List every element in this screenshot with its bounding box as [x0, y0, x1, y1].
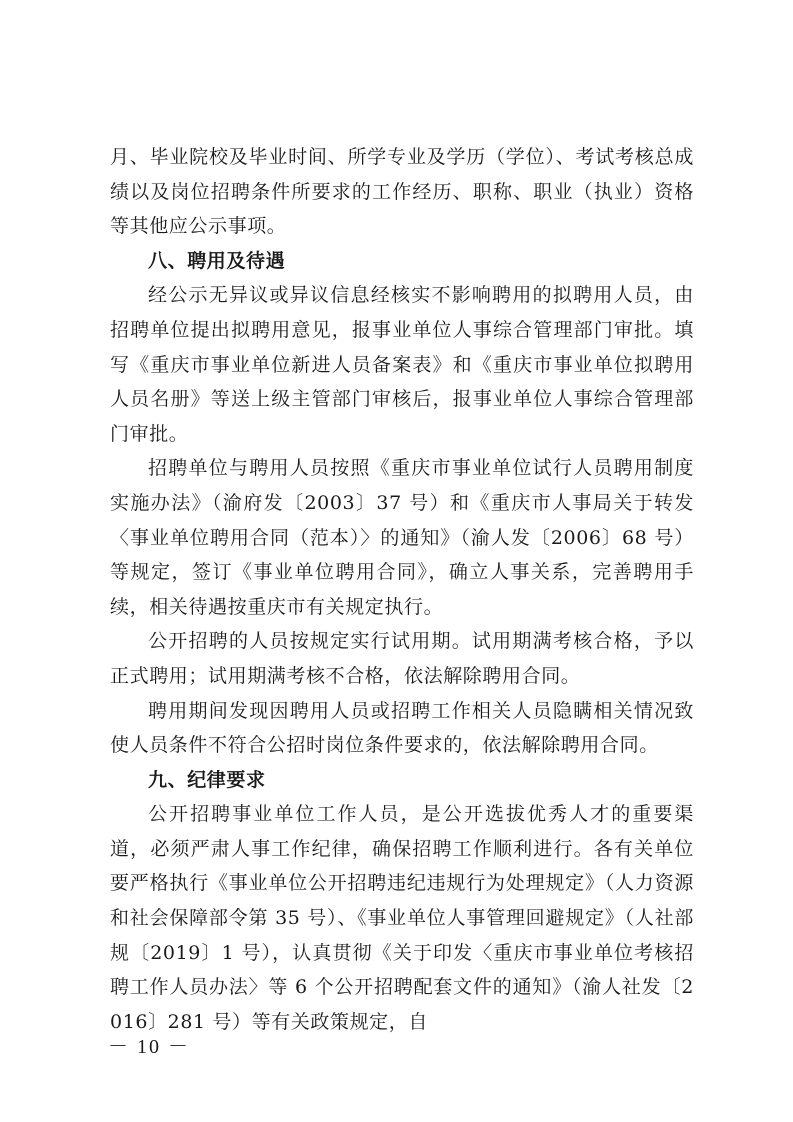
section-heading-8: 八、聘用及待遇	[148, 249, 286, 272]
paragraph-continued: 月、毕业院校及毕业时间、所学专业及学历（学位）、考试考核总成绩以及岗位招聘条件所要求的工作经历、职称、职业（执业）资格等其他应公示事项。	[110, 146, 694, 238]
document-body	[110, 140, 694, 1039]
paragraph-contract: 招聘单位与聘用人员按照《重庆市事业单位试行人员聘用制度实施办法》（渝府发〔2003〕37 号）和《重庆市人事局关于转发〈事业单位聘用合同（范本）〉的通知》（渝人发〔2006〕68 号）等规定，签订《事业单位聘用合同》，确立人事关系，完善聘用手续，相关待遇按重庆市有关规定执行。	[110, 457, 694, 618]
paragraph-discipline: 公开招聘事业单位工作人员，是公开选拔优秀人才的重要渠道，必须严肃人事工作纪律，确保招聘工作顺利进行。各有关单位要严格执行《事业单位公开招聘违纪违规行为处理规定》（人力资源和社会保障部令第 35 号）、《事业单位人事管理回避规定》（人社部规〔2019〕1 号），认真贯彻《关于印发〈重庆市事业单位考核招聘工作人员办法〉等 6 个公开招聘配套文件的通知》（渝人社发〔2016〕281 号）等有关政策规定，自	[110, 803, 694, 1033]
section-heading-9: 九、纪律要求	[148, 768, 266, 791]
paragraph-approval: 经公示无异议或异议信息经核实不影响聘用的拟聘用人员，由招聘单位提出拟聘用意见，报事业单位人事综合管理部门审批。填写《重庆市事业单位新进人员备案表》和《重庆市事业单位拟聘用人员名册》等送上级主管部门审核后，报事业单位人事综合管理部门审批。	[110, 284, 694, 445]
paragraph-termination: 聘用期间发现因聘用人员或招聘工作相关人员隐瞒相关情况致使人员条件不符合公招时岗位条件要求的，依法解除聘用合同。	[110, 699, 694, 757]
paragraph-probation: 公开招聘的人员按规定实行试用期。试用期满考核合格，予以正式聘用；试用期满考核不合格，依法解除聘用合同。	[110, 630, 694, 687]
page-number: － 10 －	[108, 1036, 190, 1058]
